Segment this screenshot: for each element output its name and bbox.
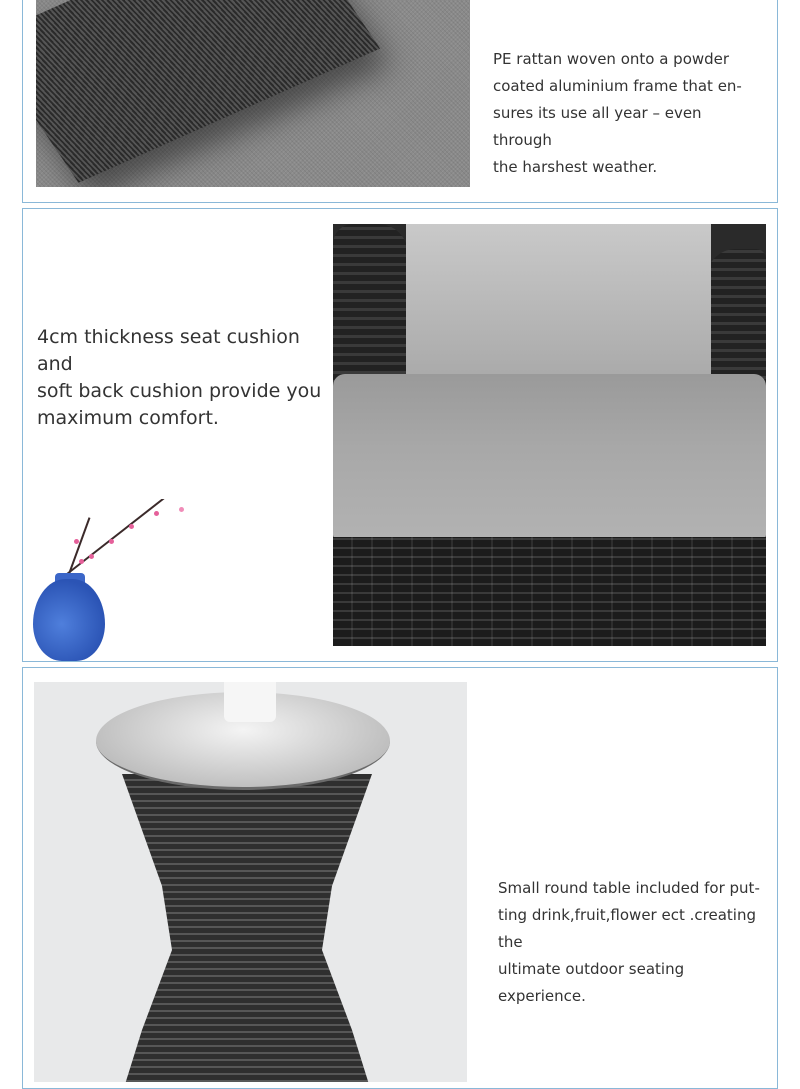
back-cushion bbox=[406, 224, 711, 382]
rattan-frame-corner bbox=[36, 0, 380, 183]
plant-pot bbox=[224, 682, 276, 722]
blue-vase bbox=[33, 579, 105, 661]
cushion-description bbox=[37, 324, 327, 432]
rattan-frame-photo bbox=[36, 0, 470, 187]
text-line: maximum comfort. bbox=[37, 407, 219, 429]
text-line: coated aluminium frame that en- bbox=[493, 77, 742, 95]
text-line: sures its use all year – even through bbox=[493, 104, 702, 149]
blossom-branch bbox=[68, 517, 90, 574]
feature-panel-frame bbox=[22, 0, 778, 203]
rattan-table-body bbox=[122, 774, 372, 1082]
text-line: the harshest weather. bbox=[493, 158, 658, 176]
vase-decoration-image bbox=[29, 499, 204, 661]
armchair-photo bbox=[333, 224, 766, 646]
rattan-base bbox=[333, 537, 766, 646]
table-description bbox=[498, 875, 773, 1010]
text-line: soft back cushion provide you bbox=[37, 380, 322, 402]
text-line: Small round table included for put- bbox=[498, 879, 760, 897]
text-line: PE rattan woven onto a powder bbox=[493, 50, 730, 68]
frame-description bbox=[493, 46, 763, 181]
feature-panel-table bbox=[22, 667, 778, 1089]
side-table-photo bbox=[34, 682, 467, 1082]
feature-panel-cushion bbox=[22, 208, 778, 662]
text-line: ting drink,fruit,flower ect .creating the bbox=[498, 906, 756, 951]
seat-cushion bbox=[333, 374, 766, 539]
text-line: 4cm thickness seat cushion and bbox=[37, 326, 300, 375]
text-line: ultimate outdoor seating experience. bbox=[498, 960, 685, 1005]
